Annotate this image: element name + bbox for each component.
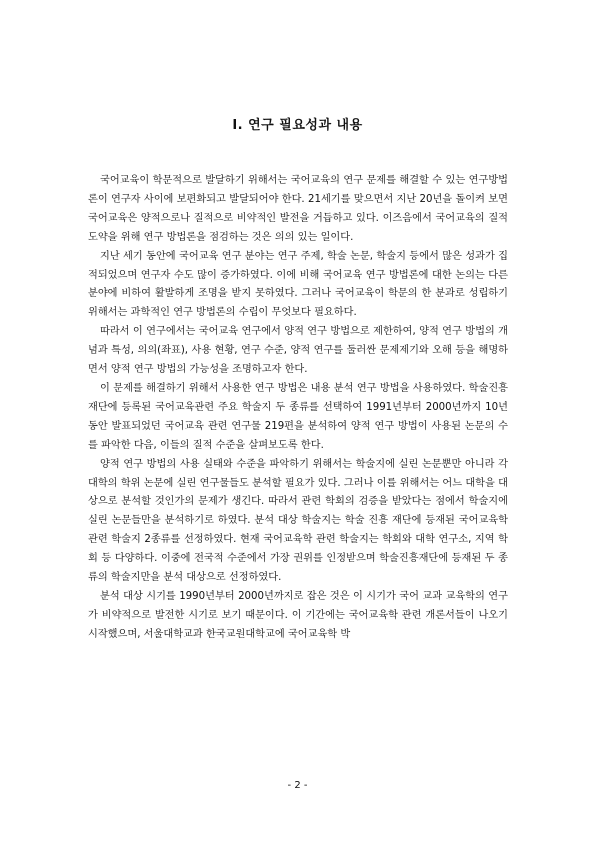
page-number: - 2 -	[287, 780, 308, 791]
paragraph-2: 지난 세기 동안에 국어교육 연구 분야는 연구 주제, 학술 논문, 학술지 등에서 많은 성과가 집적되었으며 연구자 수도 많이 증가하였다. 이에 비해 국어교육 연구 방법론에 대한 논의는 다른 분야에 비하여 활발하게 조명을 받지 못하였다. 그러나 국어교육이 학문의 한 분과로 성립하기 위해서는 과학적인 연구 방법론의 수립이 무엇보다 필요하다.	[88, 250, 508, 319]
paragraph-3: 따라서 이 연구에서는 국어교육 연구에서 양적 연구 방법으로 제한하여, 양적 연구 방법의 개념과 특성, 의의(좌표), 사용 현황, 연구 수준, 양적 연구를 둘러싼 문제제기와 오해 등을 해명하면서 양적 연구 방법의 가능성을 조명하고자 한다.	[88, 326, 508, 376]
paragraph-4: 이 문제를 해결하기 위해서 사용한 연구 방법은 내용 분석 연구 방법을 사용하였다. 학술진흥재단에 등록된 국어교육관련 주요 학술지 두 종류를 선택하여 1991년부터 2000년까지 10년 동안 발표되었던 국어교육 관련 연구물 219편을 분석하여 양적 연구 방법이 사용된 논문의 수를 파악한 다음, 이들의 질적 수준을 살펴보도록 한다.	[88, 382, 508, 451]
section-title: Ⅰ. 연구 필요성과 내용	[232, 118, 363, 133]
paragraph-1: 국어교육이 학문적으로 발달하기 위해서는 국어교육의 연구 문제를 해결할 수 있는 연구방법론이 연구자 사이에 보편화되고 발달되어야 한다. 21세기를 맞으면서 지난 20년을 돌이켜 보면 국어교육은 양적으로나 질적으로 비약적인 발전을 거듭하고 있다. 이즈음에서 국어교육의 질적 도약을 위해 연구 방법론을 점검하는 것은 의의 있는 일이다.	[88, 175, 508, 243]
paragraph-6: 분석 대상 시기를 1990년부터 2000년까지로 잡은 것은 이 시기가 국어 교과 교육학의 연구가 비약적으로 발전한 시기로 보기 때문이다. 이 기간에는 국어교육학 관련 개론서들이 나오기 시작했으며, 서울대학교과 한국교원대학교에 국어교육학 박	[88, 590, 508, 640]
body-text	[88, 172, 508, 645]
paragraph-5: 양적 연구 방법의 사용 실태와 수준을 파악하기 위해서는 학술지에 실린 논문뿐만 아니라 각 대학의 학위 논문에 실린 연구물들도 분석할 필요가 있다. 그러나 이를 위해서는 어느 대학을 대상으로 분석할 것인가의 문제가 생긴다. 따라서 관련 학회의 검증을 받았다는 점에서 학술지에 실린 논문들만을 분석하기로 하였다. 분석 대상 학술지는 학술 진흥 재단에 등재된 국어교육학 관련 학술지 2종류를 선정하였다. 현재 국어교육학 관련 학술지는 학회와 대학 연구소, 지역 학회 등 다양하다. 이중에 전국적 수준에서 가장 권위를 인정받으며 학술진흥재단에 등재된 두 종류의 학술지만을 분석 대상으로 선정하였다.	[88, 458, 508, 584]
